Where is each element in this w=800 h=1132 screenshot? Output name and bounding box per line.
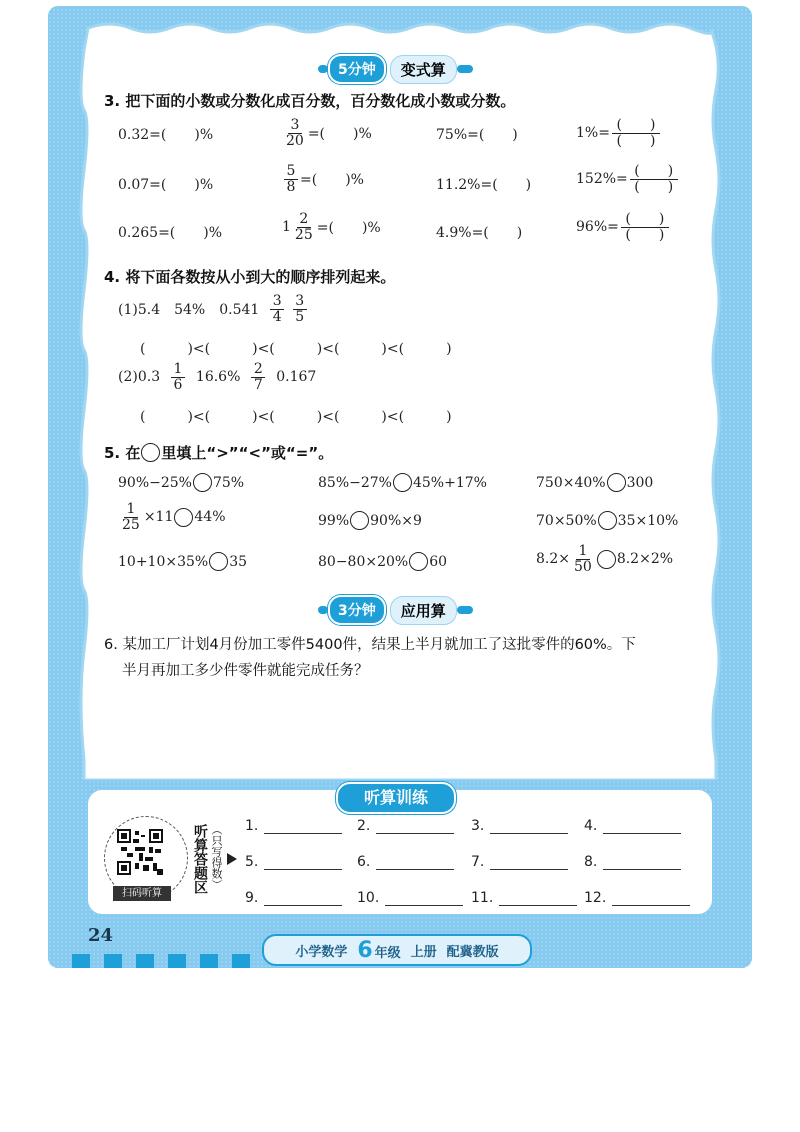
answer-number: 11. <box>471 890 494 906</box>
fraction-blank: $\frac{( )}{( )}$ <box>621 212 669 242</box>
subject: 小学数学 <box>295 944 348 960</box>
q4-part-1: (1)5.4 54% 0.541 $\frac{3}{4}$ $\frac{3}{5}$ <box>118 294 309 324</box>
fraction: $\frac{2}{25}$ <box>294 211 313 243</box>
circle-blank[interactable] <box>209 552 228 571</box>
fraction: $\frac{3}{5}$ <box>293 294 307 324</box>
edition: 配冀教版 <box>446 944 499 960</box>
answer-slot <box>471 818 568 834</box>
answer-line[interactable] <box>376 855 454 870</box>
answer-line[interactable] <box>490 819 568 834</box>
q5-r1-c: 750×40% 300 <box>536 474 654 491</box>
q5-r2-a: $\frac{1}{25}$ ×11 44% <box>122 501 226 533</box>
qr-code-icon[interactable] <box>117 829 163 875</box>
section-header-1 <box>318 56 473 82</box>
fraction: $\frac{3}{20}$ <box>286 117 304 149</box>
answer-number: 1. <box>245 818 259 834</box>
answer-line[interactable] <box>499 891 577 906</box>
q3-r1-b: $\frac{3}{20}$ =( )% <box>286 117 372 149</box>
q5-r2-c: 70×50% 35×10% <box>536 512 679 529</box>
fraction-blank: $\frac{( )}{( )}$ <box>612 118 660 148</box>
pill-line-right <box>457 65 473 73</box>
circle-blank[interactable] <box>350 511 369 530</box>
answer-slot <box>357 818 454 834</box>
q3-r2-a: 0.07=( )% <box>118 177 214 193</box>
answer-line[interactable] <box>603 819 681 834</box>
answer-line[interactable] <box>264 891 342 906</box>
q3-r2-c: 11.2%=( ) <box>436 177 532 193</box>
answer-number: 10. <box>357 890 380 906</box>
answer-area-label: 听算答题区 <box>192 824 208 894</box>
q3-r3-b: 1 $\frac{2}{25}$ =( )% <box>282 211 381 243</box>
circle-icon <box>141 443 160 462</box>
answer-number: 8. <box>584 854 598 870</box>
q5-r1-a: 90%−25% 75% <box>118 474 245 491</box>
circle-blank[interactable] <box>409 552 428 571</box>
answer-number: 6. <box>357 854 371 870</box>
answer-slot <box>584 818 681 834</box>
q3-r3-c: 4.9%=( ) <box>436 225 523 241</box>
q4-part-1-blanks: ( )<( )<( )<( )<( ) <box>140 341 452 357</box>
answer-line[interactable] <box>603 855 681 870</box>
answer-number: 2. <box>357 818 371 834</box>
question-6 <box>104 632 704 684</box>
answer-number: 9. <box>245 890 259 906</box>
listening-title: 听算训练 <box>336 782 456 814</box>
answer-number: 4. <box>584 818 598 834</box>
circle-blank[interactable] <box>193 473 212 492</box>
q4-part-2-blanks: ( )<( )<( )<( )<( ) <box>140 409 452 425</box>
answer-line[interactable] <box>264 819 342 834</box>
circle-blank[interactable] <box>598 511 617 530</box>
triangle-right-icon <box>227 853 237 865</box>
answer-line[interactable] <box>612 891 690 906</box>
answer-slot <box>357 890 463 906</box>
answer-slot <box>245 890 342 906</box>
question-6-line-2: 半月再加工多少件零件就能完成任务？ <box>122 663 369 679</box>
answer-slot <box>471 890 577 906</box>
question-4-heading: 4. 将下面各数按从小到大的顺序排列起来。 <box>104 268 396 286</box>
section-title: 应用算 <box>390 596 457 625</box>
q3-r1-d: 1%= $\frac{( )}{( )}$ <box>576 118 662 148</box>
answer-slot <box>471 854 568 870</box>
fraction: $\frac{1}{50}$ <box>574 543 592 575</box>
q5-r1-b: 85%−27% 45%+17% <box>318 474 487 491</box>
q3-r3-a: 0.265=( )% <box>118 225 223 241</box>
book-label <box>262 934 532 966</box>
answer-slot <box>357 854 454 870</box>
section-header-2 <box>318 597 473 623</box>
answer-line[interactable] <box>264 855 342 870</box>
q4-part-2: (2)0.3 $\frac{1}{6}$ 16.6% $\frac{2}{7}$ 0.167 <box>118 361 317 393</box>
q3-r2-d: 152%= $\frac{( )}{( )}$ <box>576 164 680 194</box>
circle-blank[interactable] <box>393 473 412 492</box>
q3-r1-c: 75%=( ) <box>436 127 518 143</box>
q5-r2-b: 99% 90%×9 <box>318 512 422 529</box>
page-number: 24 <box>88 925 114 946</box>
answer-number: 3. <box>471 818 485 834</box>
fraction-blank: $\frac{( )}{( )}$ <box>630 164 678 194</box>
fraction: $\frac{1}{6}$ <box>171 362 185 392</box>
fraction: $\frac{5}{8}$ <box>284 164 298 194</box>
answer-slot <box>584 854 681 870</box>
answer-slot <box>245 854 342 870</box>
answer-number: 5. <box>245 854 259 870</box>
answer-line[interactable] <box>376 819 454 834</box>
circle-blank[interactable] <box>597 550 616 569</box>
answer-slot <box>584 890 690 906</box>
q5-r3-c: 8.2× $\frac{1}{50}$ 8.2×2% <box>536 543 674 575</box>
pill-line-right <box>457 606 473 614</box>
answer-slot <box>245 818 342 834</box>
q3-r2-b: $\frac{5}{8}$ =( )% <box>282 164 364 194</box>
q3-r1-a: 0.32=( )% <box>118 127 214 143</box>
fraction: $\frac{2}{7}$ <box>251 362 265 392</box>
q5-r3-b: 80−80×20% 60 <box>318 553 448 570</box>
q5-r3-a: 10+10×35% 35 <box>118 553 248 570</box>
pill-line-left <box>318 65 328 73</box>
fraction: $\frac{3}{4}$ <box>270 294 284 324</box>
pill-line-left <box>318 606 328 614</box>
grade: 6 年级 <box>357 937 401 963</box>
question-3-heading: 3. 把下面的小数或分数化成百分数，百分数化成小数或分数。 <box>104 92 516 110</box>
fraction: $\frac{1}{25}$ <box>122 501 140 533</box>
scan-label: 扫码听算 <box>113 886 171 901</box>
answer-area-note: （只写得数） <box>210 824 223 890</box>
circle-blank[interactable] <box>174 508 193 527</box>
section-minutes: 5分钟 <box>328 54 386 84</box>
question-6-line-1: 6. 某加工厂计划4月份加工零件5400件，结果上半月就加工了这批零件的60%。下 <box>104 637 636 653</box>
answer-number: 12. <box>584 890 607 906</box>
circle-blank[interactable] <box>607 473 626 492</box>
section-minutes: 3分钟 <box>328 595 386 625</box>
section-title: 变式算 <box>390 55 457 84</box>
question-5-heading: 5. 在 里填上“>”“<”或“=”。 <box>104 444 334 462</box>
answer-line[interactable] <box>490 855 568 870</box>
answer-number: 7. <box>471 854 485 870</box>
answer-line[interactable] <box>385 891 463 906</box>
volume: 上册 <box>410 944 437 960</box>
q3-r3-d: 96%= $\frac{( )}{( )}$ <box>576 212 671 242</box>
